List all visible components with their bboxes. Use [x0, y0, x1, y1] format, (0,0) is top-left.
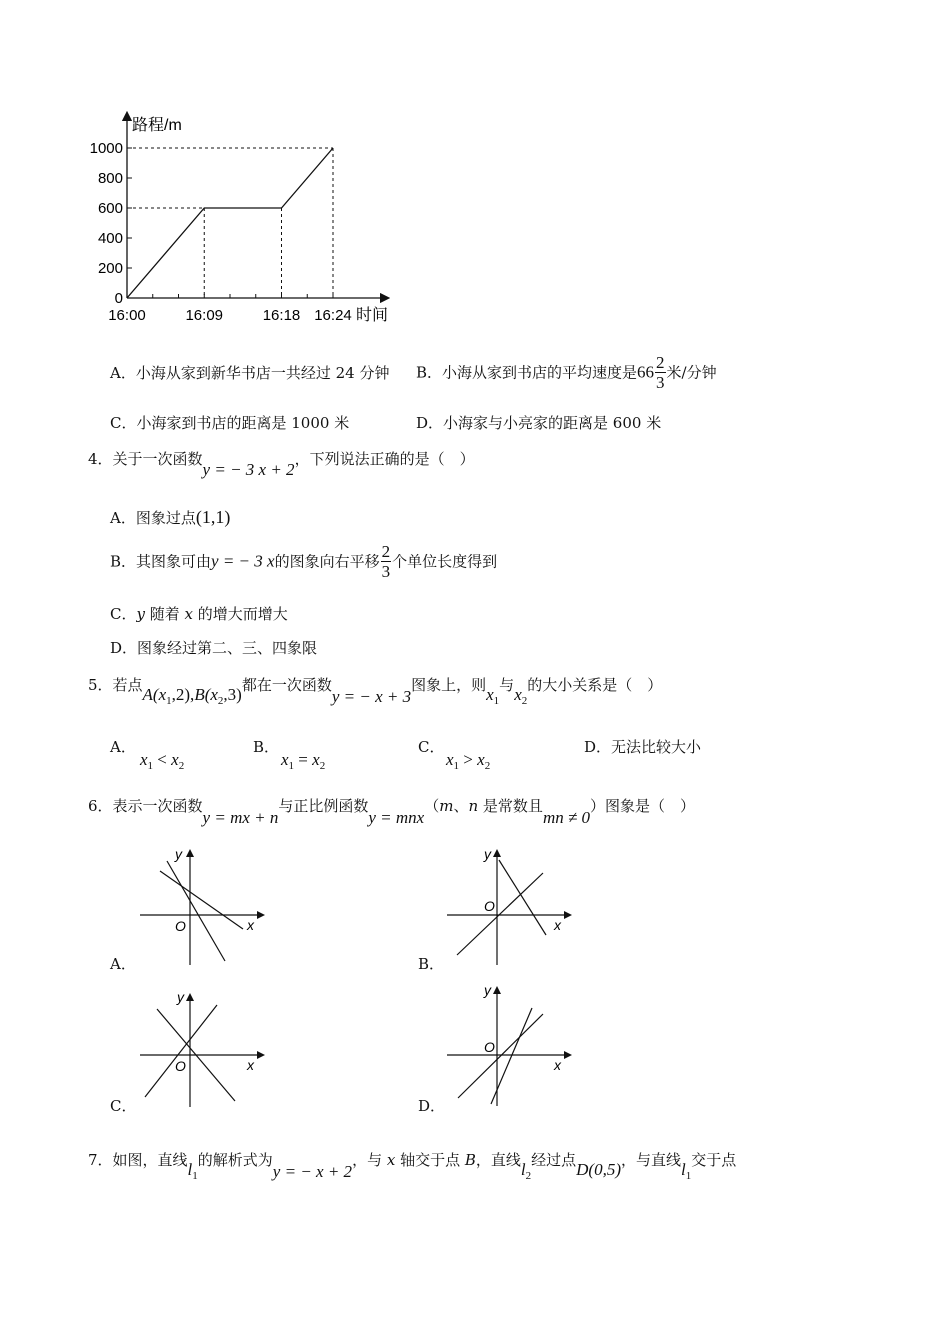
q6-m: m [439, 797, 454, 815]
q6a-x-label: x [247, 917, 254, 933]
q5-x1 [486, 685, 500, 707]
q3-option-b-unit: 米/分钟 [666, 363, 717, 382]
q6a-x-arrow [257, 911, 265, 919]
q5-b-x1-sub: 1 [288, 760, 295, 772]
q6-stem-pre: 6．表示一次函数 [88, 797, 203, 815]
q6a-y-label: y [175, 846, 182, 862]
q6-paren-open: （ [424, 797, 440, 815]
q4-option-b-den: 3 [381, 562, 391, 581]
q4-option-b-formula: y = − 3 x [211, 551, 275, 571]
q4-option-d: D．图象经过第二、三、四象限 [110, 639, 318, 657]
q5-stem-formula: y = − x + 3 [331, 687, 412, 706]
q7-l1-b [681, 1160, 692, 1182]
q6c-y-label: y [177, 989, 184, 1005]
q5-option-d: D．无法比较大小 [584, 738, 702, 756]
q4-option-c [110, 605, 288, 623]
q5-c-x1-sub: 1 [453, 760, 460, 772]
y-tick-label: 1000 [89, 140, 123, 157]
q3-option-b-text: B．小海从家到书店的平均速度是 [416, 363, 638, 382]
q5-point-a-end: ,2), [171, 685, 195, 704]
chart-guides [127, 148, 333, 298]
q6-f2: y = mnx [368, 808, 425, 827]
q4-stem [88, 450, 475, 479]
q5-point-b-end: ,3) [223, 685, 242, 704]
q5-x2-var: x [514, 685, 522, 704]
q7-stem-mid2: ，与 [352, 1151, 387, 1169]
q5-a-rel: < [157, 750, 167, 769]
q7-stem-mid5: 经过点 [531, 1151, 577, 1169]
q6-stem [88, 797, 696, 827]
q4-option-c-post: 的增大而增大 [192, 605, 288, 623]
x-tick-label: 16:09 [185, 307, 224, 324]
q6c-y-arrow [186, 993, 194, 1001]
q6c-x-arrow [257, 1051, 265, 1059]
q4-option-b-mid: 的图象向右平移 [274, 552, 380, 571]
q6d-x-arrow [564, 1051, 572, 1059]
q5-b-x2-sub: 2 [319, 760, 326, 772]
q6-graph-b [442, 843, 577, 968]
q6d-x-label: x [554, 1057, 561, 1073]
q6a-origin-label: O [175, 918, 186, 934]
y-tick-label: 800 [97, 170, 123, 187]
q6-graph-a [135, 843, 270, 968]
q5-point-a-text: A(x [142, 685, 167, 704]
q7-stem-mid4: ，直线 [475, 1151, 521, 1169]
q6b-x-label: x [554, 917, 561, 933]
y-axis-label: 路程/m [132, 117, 182, 134]
q5-c-rel: > [463, 750, 473, 769]
y-tick-label: 0 [114, 290, 123, 307]
q5-x1-sub: 1 [493, 695, 500, 707]
q7-l2-var: l [520, 1160, 526, 1179]
x-tick-label: 16:24 [314, 307, 352, 324]
q5-point-b-sub: 2 [217, 695, 224, 707]
q5-x2 [514, 685, 528, 707]
q6b-x-arrow [564, 911, 572, 919]
q6a-y-arrow [186, 849, 194, 857]
q4-option-b-fraction [381, 542, 392, 581]
q3-option-b [416, 353, 717, 392]
x-tick-label: 16:18 [262, 307, 301, 324]
distance-time-chart [80, 110, 410, 330]
q5-stem [88, 676, 663, 707]
q4-stem-pre: 4．关于一次函数 [88, 450, 203, 468]
q7-x: x [386, 1151, 396, 1169]
q6-cond: mn ≠ 0 [542, 808, 591, 827]
q5-c-x2: x [477, 750, 485, 769]
q5-a-x1: x [140, 750, 148, 769]
q4-stem-formula: y = − 3 x + 2 [202, 460, 295, 479]
q5-a-x2: x [171, 750, 179, 769]
q6d-y-label: y [484, 982, 491, 998]
q3-option-b-fraction [655, 353, 666, 392]
y-tick-label: 400 [97, 230, 123, 247]
q5-option-a-label: A． [110, 738, 136, 756]
q6-f1: y = mx + n [202, 808, 279, 827]
q3-option-d: D．小海家与小亮家的距离是 600 米 [416, 414, 662, 432]
q5-stem-pre: 5．若点 [88, 676, 143, 694]
q7-f1: y = − x + 2 [272, 1162, 353, 1181]
q6-graph-d [442, 980, 577, 1108]
q4-option-c-y: y [136, 605, 145, 623]
q4-option-c-mid: 随着 [144, 605, 185, 623]
q5-stem-mid: 都在一次函数 [241, 676, 332, 694]
q7-l1-b-var: l [681, 1160, 686, 1179]
q6-n: n [468, 797, 479, 815]
q6-paren-mid: 是常数且 [478, 797, 543, 815]
q5-b-rel: = [298, 750, 308, 769]
q7-l1-b-sub: 1 [685, 1170, 692, 1182]
q7-l1-a [187, 1160, 198, 1182]
q6b-origin-label: O [484, 898, 495, 914]
q6d-origin-label: O [484, 1039, 495, 1055]
q6-option-a-label: A． [110, 955, 136, 973]
q7-stem-mid1: 的解析式为 [197, 1151, 273, 1169]
q3-option-b-den: 3 [656, 373, 665, 392]
q4-option-c-x: x [184, 605, 193, 623]
q7-stem-mid3: 轴交于点 [395, 1151, 465, 1169]
q6-graph-c [135, 985, 270, 1110]
q4-option-a-text: A．图象过点 [110, 509, 196, 527]
q5-option-c-label: C． [418, 738, 445, 756]
q7-stem [88, 1151, 737, 1182]
y-tick-label: 200 [97, 260, 123, 277]
q4-option-a [110, 508, 230, 527]
q4-option-b-num: 2 [381, 542, 391, 561]
q4-stem-post: ，下列说法正确的是（ ） [294, 450, 475, 468]
q6d-y-arrow [493, 986, 501, 994]
q7-stem-mid6: ，与直线 [621, 1151, 682, 1169]
q7-stem-pre: 7．如图，直线 [88, 1151, 188, 1169]
q5-x1-var: x [486, 685, 494, 704]
q5-b-x1: x [281, 750, 289, 769]
q6c-origin-label: O [175, 1058, 186, 1074]
q7-l2-sub: 2 [525, 1170, 532, 1182]
q6-stem-mid: 与正比例函数 [278, 797, 369, 815]
q5-point-a [142, 685, 242, 707]
q6d-line-1 [458, 1014, 543, 1098]
q6-option-d-label: D． [418, 1097, 446, 1115]
series-line [127, 148, 333, 298]
q7-l2 [520, 1160, 532, 1182]
q3-option-b-whole: 66 [637, 362, 655, 382]
q3-option-a: A．小海从家到新华书店一共经过 24 分钟 [110, 364, 390, 382]
q6b-y-label: y [484, 846, 491, 862]
q4-option-b-text: B．其图象可由 [110, 552, 212, 571]
q6-stem-post: ）图象是（ ） [590, 797, 696, 815]
q5-point-a-sub: 1 [166, 695, 172, 707]
q6b-line-2 [499, 860, 546, 935]
q5-option-b-label: B． [253, 738, 280, 756]
q6c-line-1 [145, 1005, 217, 1097]
q5-stem-post: 的大小关系是（ ） [527, 676, 663, 694]
q6b-line-1 [457, 873, 543, 955]
q5-c-x2-sub: 2 [484, 760, 491, 772]
q5-stem-with: 与 [499, 676, 515, 694]
q5-option-c [446, 750, 490, 772]
q5-point-b-text: B(x [194, 685, 218, 704]
q5-x2-sub: 2 [521, 695, 528, 707]
q4-option-b-post: 个单位长度得到 [392, 552, 498, 571]
q5-a-x1-sub: 1 [147, 760, 154, 772]
q5-a-x2-sub: 2 [178, 760, 185, 772]
q5-option-b [281, 750, 325, 772]
x-axis-label: 时间 [356, 307, 389, 324]
q3-option-c: C．小海家到书店的距离是 1000 米 [110, 414, 350, 432]
x-tick-label: 16:00 [108, 307, 146, 324]
q4-option-a-point: (1,1) [195, 507, 231, 527]
q5-c-x1: x [446, 750, 454, 769]
q5-option-a [140, 750, 184, 772]
q4-option-b [110, 542, 497, 581]
q7-stem-post: 交于点 [691, 1151, 737, 1169]
q6-sep: 、 [453, 797, 469, 815]
q7-l1-a-sub: 1 [192, 1170, 198, 1182]
q5-stem-mid2: 图象上，则 [411, 676, 487, 694]
q6-option-b-label: B． [418, 955, 445, 973]
q3-option-b-num: 2 [656, 353, 665, 372]
q7-D: D(0,5) [576, 1160, 622, 1179]
q7-B: B [464, 1151, 476, 1169]
q6b-y-arrow [493, 849, 501, 857]
q6-option-c-label: C． [110, 1097, 137, 1115]
y-tick-label: 600 [97, 200, 123, 217]
q5-b-x2: x [312, 750, 320, 769]
q4-option-c-label: C． [110, 605, 137, 623]
q7-l1-a-var: l [187, 1160, 193, 1179]
q6c-x-label: x [247, 1057, 254, 1073]
